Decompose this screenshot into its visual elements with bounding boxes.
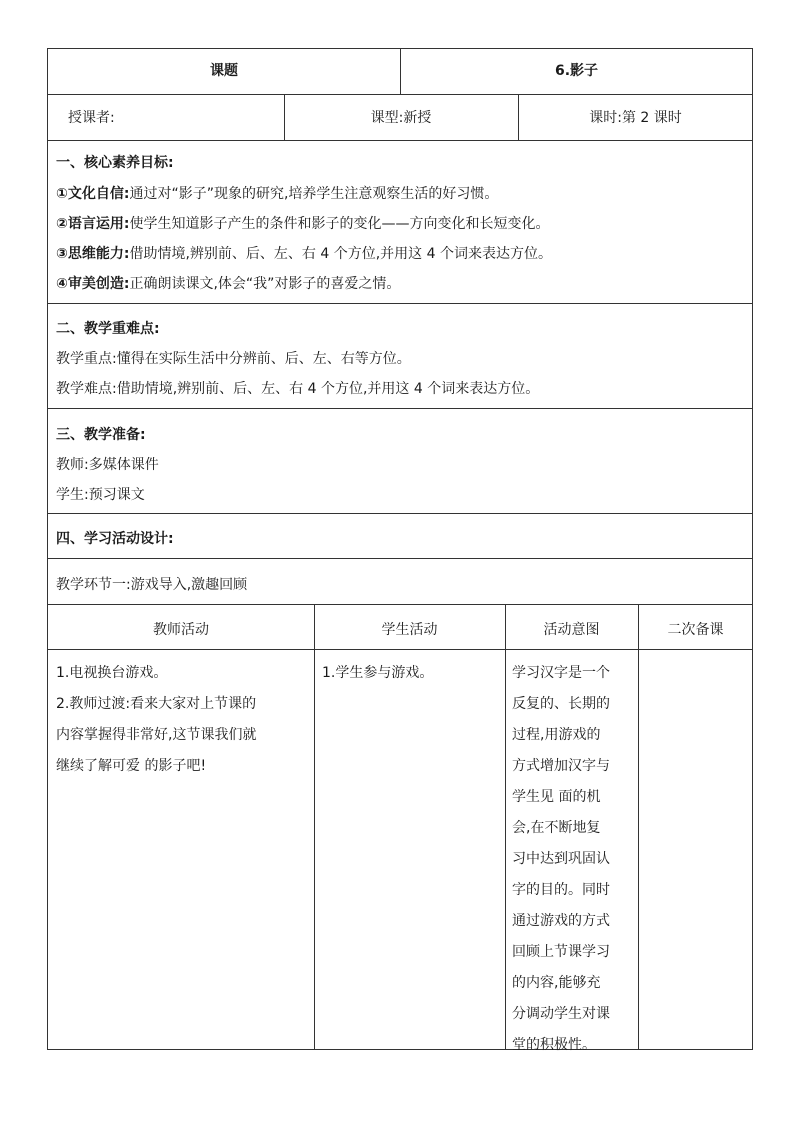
topic-value: 6.影子: [554, 63, 599, 79]
goal-item: ②语言运用:使学生知道影子产生的条件和影子的变化——方向变化和长短变化。: [56, 216, 550, 232]
difficult-point: 教学难点:借助情境,辨别前、后、左、右 4 个方位,并用这 4 个词来表达方位。: [56, 381, 540, 397]
teacher-line: 2.教师过渡:看来大家对上节课的: [56, 696, 257, 712]
row-divider: [48, 140, 752, 141]
row-divider: [48, 604, 752, 605]
teacher-line: 内容掌握得非常好,这节课我们就: [56, 727, 257, 743]
intent-line: 回顾上节课学习: [512, 944, 610, 960]
row-divider: [48, 558, 752, 559]
teacher-line: 继续了解可爱 的影子吧!: [56, 758, 207, 774]
teacher-label: 授课者:: [68, 110, 115, 126]
section2-title: 二、教学重难点:: [56, 321, 160, 337]
row-divider: [48, 513, 752, 514]
activity-intent: [512, 658, 636, 1061]
col-header-student: 学生活动: [381, 622, 438, 638]
section1-title: 一、核心素养目标:: [56, 155, 174, 171]
intent-line: 习中达到巩固认: [512, 851, 610, 867]
intent-line: 会,在不断地复: [512, 820, 601, 836]
teacher-line: 1.电视换台游戏。: [56, 665, 168, 681]
intent-line: 学生见 面的机: [512, 789, 601, 805]
col-divider: [638, 604, 639, 1050]
intent-line: 分调动学生对课: [512, 1006, 610, 1022]
teacher-activity: [56, 658, 311, 782]
col-header-intent: 活动意图: [543, 622, 600, 638]
col-header-second-prep: 二次备课: [667, 622, 724, 638]
topic-label: 课题: [210, 63, 238, 79]
row-divider: [48, 649, 752, 650]
teaching-step: 教学环节一:游戏导入,激趣回顾: [56, 577, 248, 593]
lesson-plan-table: [47, 48, 753, 1053]
row-divider: [48, 94, 752, 95]
key-point: 教学重点:懂得在实际生活中分辨前、后、左、右等方位。: [56, 351, 411, 367]
section3-title: 三、教学准备:: [56, 427, 146, 443]
row-divider: [48, 408, 752, 409]
intent-line: 学习汉字是一个: [512, 665, 610, 681]
col-divider: [314, 604, 315, 1050]
prep-teacher: 教师:多媒体课件: [56, 457, 159, 473]
intent-line: 过程,用游戏的: [512, 727, 601, 743]
col-header-teacher: 教师活动: [153, 622, 209, 638]
goal-item: ①文化自信:通过对“影子”现象的研究,培养学生注意观察生活的好习惯。: [56, 186, 499, 202]
col-divider: [505, 604, 506, 1050]
student-activity: 1.学生参与游戏。: [322, 665, 434, 681]
intent-line: 通过游戏的方式: [512, 913, 610, 929]
row-divider: [48, 303, 752, 304]
lesson-period: 课时:第 2 课时: [589, 110, 682, 126]
intent-line: 反复的、长期的: [512, 696, 610, 712]
intent-line: 堂的积极性。: [512, 1037, 596, 1053]
lesson-type: 课型:新授: [370, 110, 432, 126]
prep-student: 学生:预习课文: [56, 487, 145, 503]
intent-line: 字的目的。同时: [512, 882, 610, 898]
section4-title: 四、学习活动设计:: [56, 531, 174, 547]
intent-line: 方式增加汉字与: [512, 758, 610, 774]
goal-item: ④审美创造:正确朗读课文,体会“我”对影子的喜爱之情。: [56, 276, 401, 292]
intent-line: 的内容,能够充: [512, 975, 601, 991]
goal-item: ③思维能力:借助情境,辨别前、后、左、右 4 个方位,并用这 4 个词来表达方位。: [56, 246, 552, 262]
